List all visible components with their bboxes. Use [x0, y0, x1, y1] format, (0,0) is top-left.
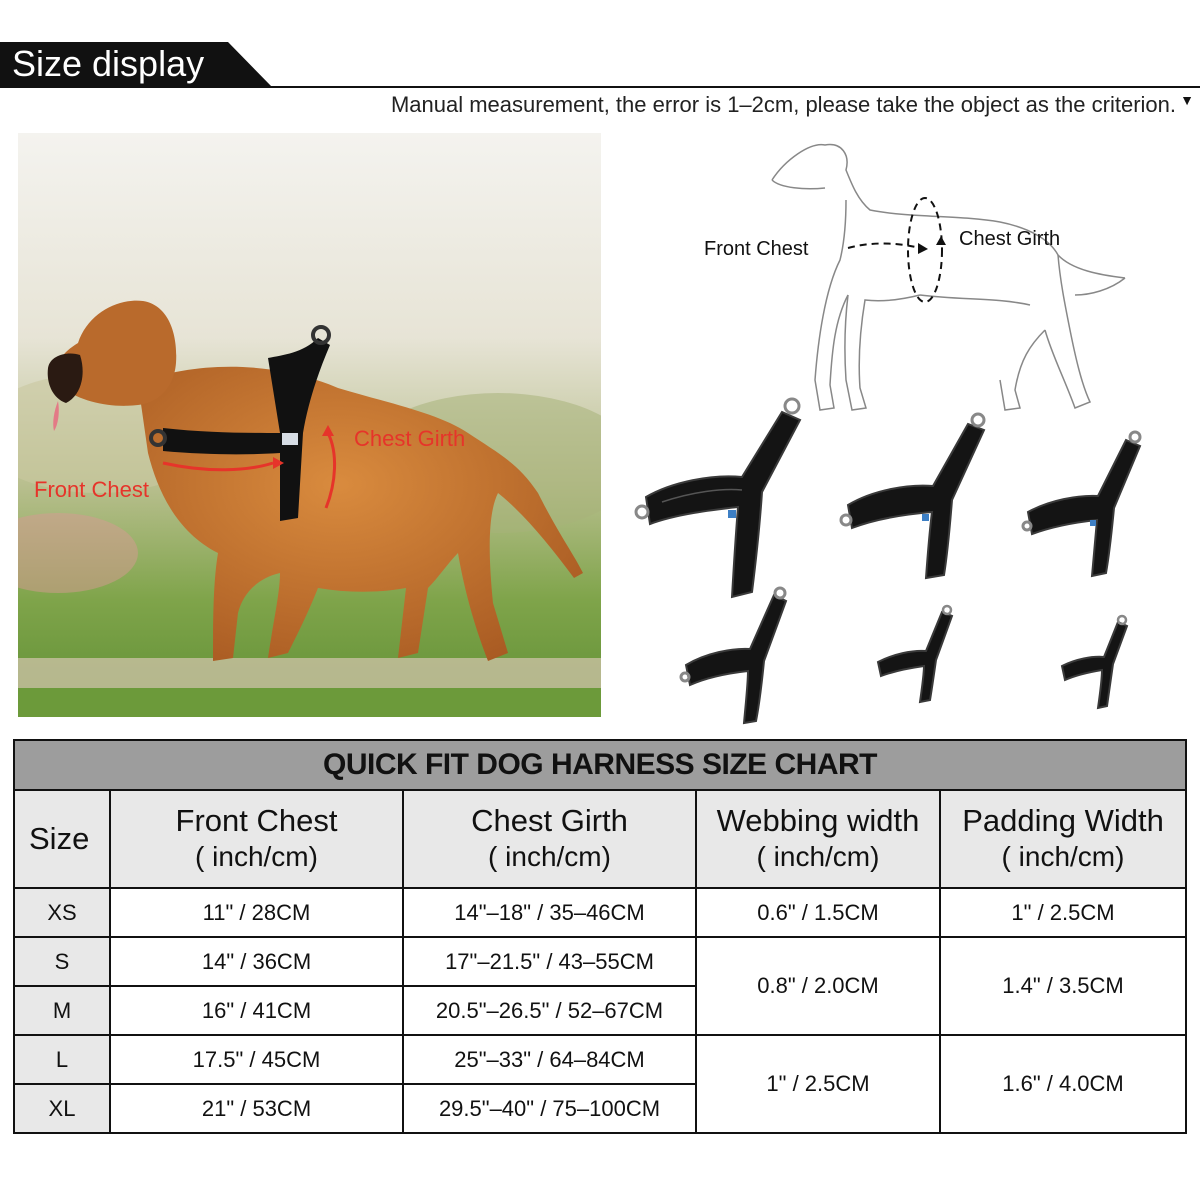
header-unit: ( inch/cm): [756, 841, 880, 872]
header-unit: ( inch/cm): [195, 841, 318, 872]
size-chart-title: QUICK FIT DOG HARNESS SIZE CHART: [14, 740, 1186, 790]
page-title: Size display: [12, 43, 205, 84]
chest-girth-cell: 29.5"–40" / 75–100CM: [403, 1084, 696, 1133]
measurement-disclaimer: Manual measurement, the error is 1–2cm, please take the object as the criterion.: [390, 92, 1176, 117]
chest-girth-cell: 25"–33" / 64–84CM: [403, 1035, 696, 1084]
chest-girth-cell: 17"–21.5" / 43–55CM: [403, 937, 696, 986]
harness-image-s: [678, 585, 798, 725]
header-unit: ( inch/cm): [1001, 841, 1125, 872]
header-divider: [0, 86, 1200, 88]
header-padding-width-label: Padding Width: [962, 803, 1164, 838]
header-front-chest-label: Front Chest: [175, 803, 338, 838]
webbing-width-cell: 0.6" / 1.5CM: [696, 888, 940, 937]
front-chest-cell: 16" / 41CM: [110, 986, 403, 1035]
front-chest-cell: 11" / 28CM: [110, 888, 403, 937]
webbing-width-cell: 1" / 2.5CM: [696, 1035, 940, 1133]
padding-width-cell: 1" / 2.5CM: [940, 888, 1186, 937]
padding-width-cell: 1.6" / 4.0CM: [940, 1035, 1186, 1133]
triangle-down-icon: ▼: [1180, 92, 1194, 108]
header-chest-girth: [403, 790, 696, 888]
table-row: [14, 937, 1186, 986]
front-chest-cell: 14" / 36CM: [110, 937, 403, 986]
size-cell: S: [14, 937, 110, 986]
front-chest-cell: 21" / 53CM: [110, 1084, 403, 1133]
padding-width-cell: 1.4" / 3.5CM: [940, 937, 1186, 1035]
harness-image-l: [838, 410, 998, 580]
size-chart-table: [13, 739, 1187, 1134]
table-row: [14, 1035, 1186, 1084]
header-webbing-width: [696, 790, 940, 888]
diagram-chest-girth-label: Chest Girth: [959, 228, 1061, 250]
size-cell: XL: [14, 1084, 110, 1133]
size-cell: XS: [14, 888, 110, 937]
front-chest-cell: 17.5" / 45CM: [110, 1035, 403, 1084]
header-webbing-width-label: Webbing width: [716, 803, 920, 838]
header-size: Size: [14, 790, 110, 888]
chest-girth-cell: 14"–18" / 35–46CM: [403, 888, 696, 937]
chest-girth-cell: 20.5"–26.5" / 52–67CM: [403, 986, 696, 1035]
harness-image-xxs: [1056, 614, 1136, 714]
size-cell: M: [14, 986, 110, 1035]
webbing-width-cell: 0.8" / 2.0CM: [696, 937, 940, 1035]
header-front-chest: [110, 790, 403, 888]
header-padding-width: [940, 790, 1186, 888]
table-row: [14, 888, 1186, 937]
harness-image-m: [1020, 428, 1150, 578]
size-cell: L: [14, 1035, 110, 1084]
dog-photo: [18, 133, 601, 717]
diagram-front-chest-label: Front Chest: [704, 238, 809, 260]
harness-image-xs: [872, 604, 962, 704]
harness-image-xl: [632, 392, 812, 602]
measurement-diagram: [620, 130, 1190, 430]
photo-front-chest-label: Front Chest: [34, 477, 149, 502]
photo-chest-girth-label: Chest Girth: [354, 426, 466, 451]
header-chest-girth-label: Chest Girth: [471, 803, 628, 838]
header-unit: ( inch/cm): [488, 841, 611, 872]
